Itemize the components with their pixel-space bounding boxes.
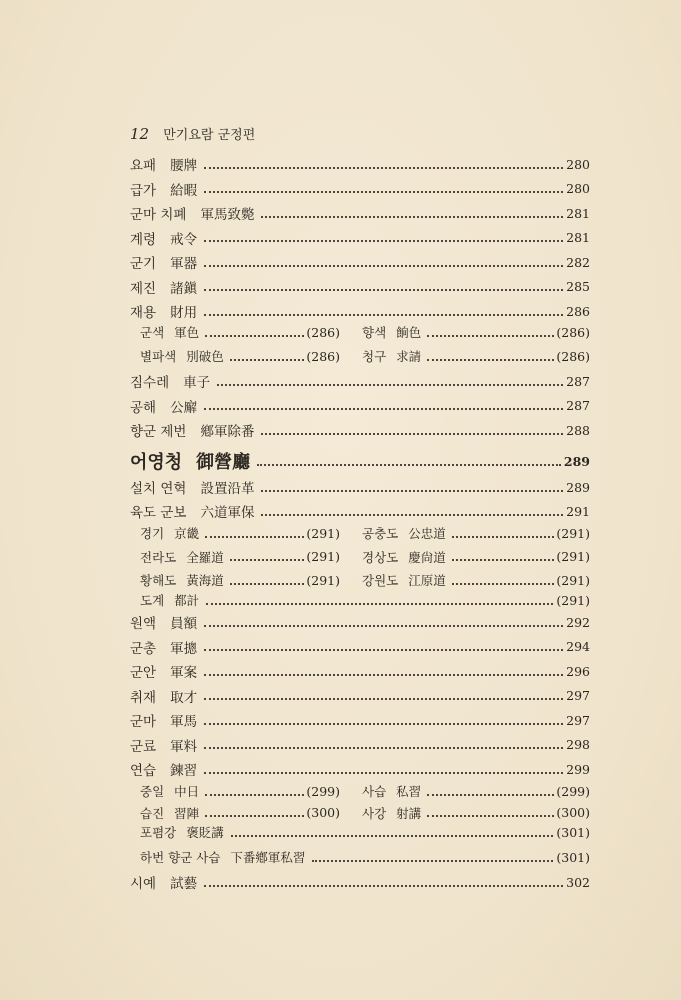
entry-page: (286)	[306, 348, 340, 364]
entry-hanja: 鄕軍除番	[200, 424, 255, 440]
entry-korean: 군기	[130, 256, 157, 272]
entry-hanja: 射講	[396, 805, 422, 821]
entry-hanja: 黃海道	[186, 573, 224, 588]
entry-hanja: 公忠道	[408, 526, 446, 541]
dot-leader	[217, 383, 563, 386]
dot-leader	[204, 264, 563, 267]
dot-leader	[204, 746, 563, 749]
entry-page: (301)	[556, 849, 590, 865]
dot-leader	[204, 722, 563, 725]
dot-leader	[204, 771, 563, 774]
entry-page: (291)	[306, 572, 340, 588]
entry-hanja: 六道軍保	[200, 505, 255, 521]
dot-leader	[204, 239, 563, 242]
dot-leader	[261, 432, 563, 435]
entry-page: 291	[566, 503, 590, 519]
entry-korean: 재용	[130, 305, 157, 321]
entry-korean: 향군 제번	[130, 424, 187, 440]
toc-entry	[130, 370, 590, 392]
sub-entry	[362, 548, 590, 566]
entry-page: (291)	[556, 549, 590, 564]
entry-hanja: 取才	[170, 689, 198, 706]
entry-page: (300)	[306, 805, 340, 820]
dot-leader	[204, 624, 563, 627]
toc-entry	[130, 419, 590, 441]
dot-leader	[261, 489, 563, 492]
sub-entry	[140, 524, 340, 542]
entry-page: 288	[566, 422, 590, 438]
entry-korean: 별파색	[140, 349, 177, 364]
entry-page: (300)	[556, 805, 590, 820]
entry-hanja: 餉色	[396, 325, 422, 340]
entry-korean: 설치 연혁	[130, 481, 187, 497]
toc-entry	[130, 276, 590, 298]
entry-korean: 군안	[130, 665, 157, 681]
entry-hanja: 給暇	[170, 182, 198, 199]
entry-hanja: 員額	[170, 616, 198, 632]
dot-leader	[452, 558, 555, 561]
entry-hanja: 褒貶講	[186, 825, 224, 840]
entry-page: 292	[566, 614, 590, 630]
dot-leader	[261, 513, 563, 516]
sub-entry	[362, 782, 590, 800]
dot-leader	[205, 334, 304, 337]
entry-page: 289	[563, 453, 590, 469]
toc-entry	[130, 685, 590, 707]
entry-page: (299)	[306, 783, 340, 799]
entry-page: (301)	[556, 824, 590, 840]
toc-entry	[140, 569, 590, 591]
toc-entry	[140, 546, 590, 568]
toc-entry	[130, 202, 590, 224]
entry-korean: 요패	[130, 158, 157, 174]
toc-entry	[130, 660, 590, 682]
sub-entry	[362, 323, 590, 341]
dot-leader	[230, 558, 305, 561]
entry-hanja: 軍器	[170, 256, 198, 272]
entry-hanja: 鍊習	[170, 763, 198, 779]
entry-page: 297	[566, 712, 590, 728]
entry-hanja: 慶尙道	[408, 549, 446, 565]
entry-korean: 취재	[130, 689, 157, 706]
sub-entry	[140, 804, 340, 822]
entry-korean: 강원도	[362, 573, 399, 588]
entry-hanja: 軍色	[174, 325, 200, 340]
entry-page: 287	[566, 373, 590, 389]
dot-leader	[204, 697, 563, 700]
entry-korean: 경상도	[362, 549, 399, 565]
entry-korean: 하번 향군 사습	[140, 850, 221, 865]
dot-leader	[204, 190, 563, 193]
dot-leader	[261, 215, 563, 218]
entry-korean: 향색	[362, 325, 387, 340]
entry-hanja: 軍馬致斃	[200, 207, 255, 223]
dot-leader	[204, 166, 563, 169]
entry-page: 281	[566, 205, 590, 221]
entry-hanja: 戒令	[170, 231, 198, 248]
sub-entry	[362, 347, 590, 365]
dot-leader	[427, 334, 554, 337]
entry-page: (286)	[556, 348, 590, 364]
entry-korean: 급가	[130, 182, 157, 199]
sub-entry	[140, 347, 340, 365]
entry-hanja: 諸鎭	[170, 280, 198, 297]
dot-leader	[204, 673, 563, 676]
entry-page: 281	[566, 230, 590, 245]
entry-korean: 청구	[362, 349, 387, 364]
toc-entry	[140, 821, 590, 843]
entry-korean: 전라도	[140, 549, 177, 565]
entry-korean: 어영청	[130, 452, 183, 473]
entry-hanja: 下番鄕軍私習	[230, 850, 306, 865]
entry-korean: 원액	[130, 616, 157, 632]
dot-leader	[205, 535, 304, 538]
toc-entry	[140, 589, 590, 611]
entry-page: (291)	[306, 525, 340, 541]
sub-entry	[140, 571, 340, 589]
toc-entry	[130, 611, 590, 633]
dot-leader	[427, 358, 554, 361]
entry-page: 285	[566, 279, 590, 294]
dot-leader	[206, 602, 553, 605]
dot-leader	[205, 793, 304, 796]
entry-korean: 짐수레	[130, 375, 170, 391]
entry-korean: 공해	[130, 399, 157, 416]
entry-page: 286	[566, 303, 590, 319]
entry-hanja: 財用	[170, 305, 198, 321]
toc-entry	[130, 178, 590, 200]
entry-hanja: 軍摠	[170, 640, 198, 657]
entry-page: 296	[566, 663, 590, 679]
toc-entry	[130, 395, 590, 417]
toc-entry	[140, 780, 590, 802]
entry-hanja: 別破色	[186, 349, 224, 364]
entry-hanja: 都計	[174, 593, 200, 608]
entry-page: (286)	[306, 324, 340, 340]
dot-leader	[204, 313, 563, 316]
entry-korean: 군색	[140, 325, 165, 340]
entry-page: 287	[566, 398, 590, 413]
entry-page: 302	[566, 874, 590, 890]
dot-leader	[312, 859, 553, 862]
entry-korean: 포폄강	[140, 825, 177, 840]
entry-hanja: 腰牌	[170, 158, 198, 174]
toc-entry	[130, 758, 590, 780]
entry-korean: 군총	[130, 640, 157, 657]
entry-hanja: 京畿	[174, 526, 200, 541]
entry-page: 289	[566, 479, 590, 495]
dot-leader	[204, 884, 563, 887]
entry-page: (291)	[306, 549, 340, 564]
entry-hanja: 習陣	[174, 805, 200, 821]
entry-page: 282	[566, 254, 590, 270]
entry-korean: 육도 군보	[130, 505, 187, 521]
entry-page: 280	[566, 156, 590, 172]
entry-korean: 군마 치폐	[130, 207, 187, 223]
toc-entry	[130, 300, 590, 322]
entry-page: 298	[566, 737, 590, 752]
dot-leader	[452, 582, 555, 585]
entry-korean: 경기	[140, 526, 165, 541]
dot-leader	[427, 814, 554, 817]
toc-entry	[140, 846, 590, 868]
toc-entry	[130, 709, 590, 731]
toc-entry	[140, 321, 590, 343]
entry-hanja: 全羅道	[186, 549, 224, 565]
toc-entry	[130, 734, 590, 756]
entry-hanja: 江原道	[408, 573, 446, 588]
sub-entry	[140, 323, 340, 341]
book-title: 만기요람 군정편	[163, 128, 256, 143]
entry-hanja: 試藝	[170, 876, 198, 892]
entry-page: 299	[566, 761, 590, 777]
entry-korean: 군마	[130, 714, 157, 730]
dot-leader	[230, 582, 305, 585]
dot-leader	[205, 814, 304, 817]
toc-entry	[140, 522, 590, 544]
sub-entry	[362, 571, 590, 589]
entry-hanja: 軍料	[170, 738, 198, 755]
entry-hanja: 御營廳	[196, 452, 251, 473]
sub-entry	[362, 524, 590, 542]
sub-entry	[140, 782, 340, 800]
dot-leader	[257, 463, 561, 466]
entry-page: (291)	[556, 572, 590, 588]
toc-entry	[130, 636, 590, 658]
entry-page: (291)	[556, 525, 590, 541]
entry-page: 294	[566, 639, 590, 654]
entry-korean: 계령	[130, 231, 157, 248]
entry-hanja: 中日	[174, 784, 200, 799]
entry-page: 297	[566, 688, 590, 703]
entry-korean: 사강	[362, 805, 387, 821]
entry-korean: 연습	[130, 763, 157, 779]
entry-korean: 습진	[140, 805, 165, 821]
entry-hanja: 設置沿革	[200, 481, 255, 497]
sub-entry	[362, 804, 590, 822]
entry-page: (291)	[556, 592, 590, 608]
dot-leader	[231, 834, 554, 837]
toc-entry	[130, 450, 590, 472]
dot-leader	[452, 535, 555, 538]
dot-leader	[204, 648, 563, 651]
entry-korean: 군료	[130, 738, 157, 755]
toc-entry	[130, 500, 590, 522]
toc-entry	[130, 871, 590, 893]
entry-hanja: 車子	[183, 375, 211, 391]
entry-hanja: 求請	[396, 349, 422, 364]
toc-entry	[130, 476, 590, 498]
entry-korean: 중일	[140, 784, 165, 799]
toc-entry	[130, 153, 590, 175]
entry-hanja: 軍案	[170, 665, 198, 681]
entry-korean: 황해도	[140, 573, 177, 588]
entry-hanja: 私習	[396, 784, 422, 799]
dot-leader	[230, 358, 305, 361]
dot-leader	[204, 407, 563, 410]
dot-leader	[204, 288, 563, 291]
toc-entry	[130, 251, 590, 273]
entry-korean: 공충도	[362, 526, 399, 541]
entry-page: 280	[566, 181, 590, 196]
page-number: 12	[130, 125, 150, 143]
entry-hanja: 軍馬	[170, 714, 198, 730]
toc-entry	[130, 227, 590, 249]
entry-page: (299)	[556, 783, 590, 799]
entry-page: (286)	[556, 324, 590, 340]
entry-korean: 시예	[130, 876, 157, 892]
toc-entry	[140, 345, 590, 367]
dot-leader	[427, 793, 554, 796]
entry-korean: 도계	[140, 593, 165, 608]
entry-korean: 제진	[130, 280, 157, 297]
entry-hanja: 公廨	[170, 399, 198, 416]
sub-entry	[140, 548, 340, 566]
entry-korean: 사습	[362, 784, 387, 799]
